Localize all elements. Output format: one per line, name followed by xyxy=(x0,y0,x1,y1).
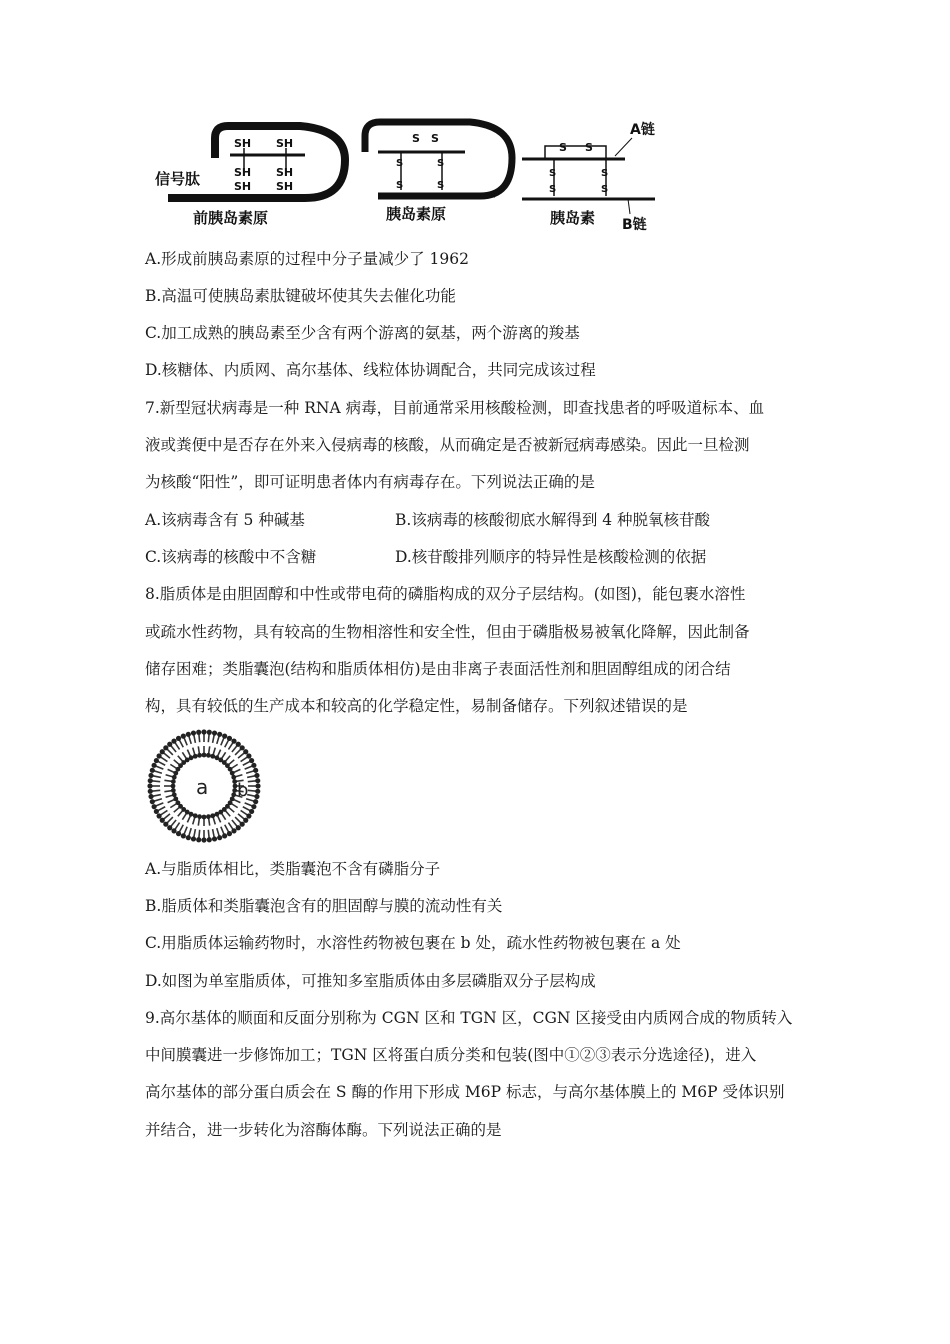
region-a-label: a xyxy=(196,775,209,799)
q8-option-a: A.与脂质体相比，类脂囊泡不含有磷脂分子 xyxy=(145,860,441,878)
s-label: S xyxy=(431,132,439,145)
preproinsulin-label: 前胰岛素原 xyxy=(193,209,269,227)
q9-stem-line: 高尔基体的部分蛋白质会在 S 酶的作用下形成 M6P 标志，与高尔基体膜上的 M6P 受体识别 xyxy=(145,1083,785,1101)
q8-stem-line: 8.脂质体是由胆固醇和中性或带电荷的磷脂构成的双分子层结构。(如图)，能包裹水溶性 xyxy=(145,585,746,603)
q8-option-b: B.脂质体和类脂囊泡含有的胆固醇与膜的流动性有关 xyxy=(145,897,503,915)
s-label: S xyxy=(549,184,557,195)
q6-option-d: D.核糖体、内质网、高尔基体、线粒体协调配合，共同完成该过程 xyxy=(145,361,596,379)
q7-stem-line: 为核酸“阳性”，即可证明患者体内有病毒存在。下列说法正确的是 xyxy=(145,473,595,491)
q7-option-c: C.该病毒的核酸中不含糖 xyxy=(145,548,317,566)
s-label: S xyxy=(601,184,609,195)
sh-label: SH xyxy=(276,137,294,150)
a-chain-label: A链 xyxy=(630,122,655,138)
s-label: S xyxy=(585,141,593,154)
b-chain-label: B链 xyxy=(622,217,647,233)
s-label: S xyxy=(412,132,420,145)
q9-stem-line: 中间膜囊进一步修饰加工；TGN 区将蛋白质分类和包装(图中①②③表示分选途径)，进入 xyxy=(145,1046,757,1064)
sh-label: SH xyxy=(234,137,252,150)
q8-option-c: C.用脂质体运输药物时，水溶性药物被包裹在 b 处，疏水性药物被包裹在 a 处 xyxy=(145,934,681,952)
s-label: S xyxy=(396,180,404,191)
q8-stem-line: 构，具有较低的生产成本和较高的化学稳定性，易制备储存。下列叙述错误的是 xyxy=(145,697,688,715)
s-label: S xyxy=(549,168,557,179)
q8-stem-line: 或疏水性药物，具有较高的生物相溶性和安全性，但由于磷脂极易被氧化降解，因此制备 xyxy=(145,623,750,641)
insulin-processing-figure xyxy=(0,0,950,240)
q7-option-d: D.核苷酸排列顺序的特异性是核酸检测的依据 xyxy=(395,548,707,566)
sh-label: SH xyxy=(276,180,294,193)
sh-label: SH xyxy=(276,166,294,179)
q8-option-d: D.如图为单室脂质体，可推知多室脂质体由多层磷脂双分子层构成 xyxy=(145,972,596,990)
s-label: S xyxy=(437,158,445,169)
s-label: S xyxy=(601,168,609,179)
sh-label: SH xyxy=(234,166,252,179)
q7-option-b: B.该病毒的核酸彻底水解得到 4 种脱氧核苷酸 xyxy=(395,511,711,529)
q7-option-a: A.该病毒含有 5 种碱基 xyxy=(145,511,305,529)
q9-stem-line: 9.高尔基体的顺面和反面分别称为 CGN 区和 TGN 区，CGN 区接受由内质网合成的物质转入 xyxy=(145,1009,793,1027)
q7-stem-line: 7.新型冠状病毒是一种 RNA 病毒，目前通常采用核酸检测，即查找患者的呼吸道标本、血 xyxy=(145,399,765,417)
insulin-label: 胰岛素 xyxy=(550,209,596,227)
q7-stem-line: 液或粪便中是否存在外来入侵病毒的核酸，从而确定是否被新冠病毒感染。因此一旦检测 xyxy=(145,436,750,454)
q9-stem-line: 并结合，进一步转化为溶酶体酶。下列说法正确的是 xyxy=(145,1121,502,1139)
q8-stem-line: 储存困难；类脂囊泡(结构和脂质体相仿)是由非离子表面活性剂和胆固醇组成的闭合结 xyxy=(145,660,731,678)
s-label: S xyxy=(559,141,567,154)
q6-option-a: A.形成前胰岛素原的过程中分子量减少了 1962 xyxy=(145,250,469,268)
s-label: S xyxy=(437,180,445,191)
region-b-label: b xyxy=(237,780,249,801)
signal-peptide-label: 信号肽 xyxy=(155,170,201,188)
s-label: S xyxy=(396,158,404,169)
q6-option-b: B.高温可使胰岛素肽键破坏使其失去催化功能 xyxy=(145,287,456,305)
sh-label: SH xyxy=(234,180,252,193)
proinsulin-label: 胰岛素原 xyxy=(386,205,447,223)
liposome-figure xyxy=(142,728,272,848)
q6-option-c: C.加工成熟的胰岛素至少含有两个游离的氨基，两个游离的羧基 xyxy=(145,324,580,342)
